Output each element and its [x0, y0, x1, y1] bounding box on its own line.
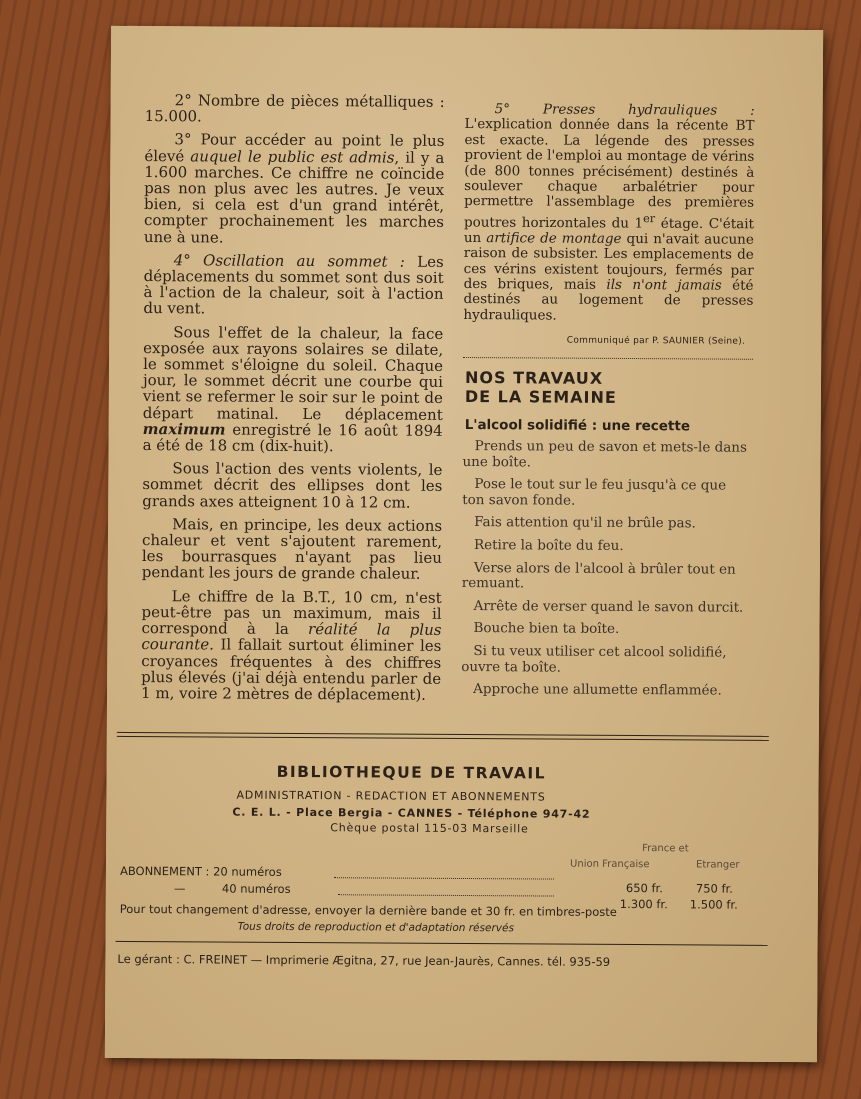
footer-address-line: C. E. L. - Place Bergia - CANNES - Téléphone 947-42 — [232, 805, 591, 821]
recipe-steps — [461, 439, 753, 699]
recipe-step: Prends un peu de savon et mets-le dans une boîte. — [462, 438, 747, 471]
recipe-step: Arrête de verser quand le savon durcit. — [473, 597, 744, 616]
subscription-label: ABONNEMENT : — [119, 863, 210, 879]
left-column — [141, 92, 445, 710]
section-title: NOS TRAVAUX DE LA SEMAINE — [464, 367, 617, 407]
footer-rule-bottom — [116, 941, 768, 946]
price-20-foreign: 750 fr. — [695, 881, 733, 896]
recipe-step: Si tu veux utiliser cet alcool solidifié, ouvre ta boîte. — [461, 642, 727, 676]
price-40-foreign: 1.500 fr. — [689, 897, 738, 912]
recipe-title: L'alcool solidifié : une recette — [464, 416, 691, 434]
subscription-row-40: — 40 numéros — [173, 881, 291, 896]
price-40-france: 1.300 fr. — [619, 896, 668, 912]
price-header-france-1: France et — [642, 843, 689, 855]
dot-leader — [334, 877, 554, 879]
price-header-france-2: Union Française — [570, 858, 650, 871]
paragraph-heat: Sous l'effet de la chaleur, la face exposée aux rayons solaires se dilate, le sommet s'éloigne du soleil. Chaque jour, le sommet décrit une courbe qui vient se refermer le soir sur le point de départ matinal. Le déplacement maximum enregistré le 16 août 1894 a été de 18 cm (dix-huit). — [142, 322, 444, 456]
subscription-20-label: 20 numéros — [213, 864, 282, 879]
document-page — [105, 26, 823, 1062]
recipe-step: Bouche bien ta boîte. — [473, 620, 620, 638]
recipe-step: Retire la boîte du feu. — [473, 537, 624, 554]
recipe-step: Fais attention qu'il ne brûle pas. — [474, 514, 696, 532]
price-header-foreign: Etranger — [696, 859, 740, 871]
dotted-divider — [463, 357, 753, 360]
paragraph-principle: Mais, en principe, les deux actions chaleur et vent s'ajoutent rarement, les bourrasques n'ayant pas lieu pendant les jours de grande chaleur. — [141, 515, 443, 584]
dot-leader — [338, 894, 554, 896]
recipe-step: Approche une allumette enflammée. — [473, 681, 722, 699]
footer-rule-top-inner — [117, 736, 769, 741]
recipe-step: Pose le tout sur le feu jusqu'à ce que ton savon fonde. — [462, 476, 727, 509]
subscription-row-20 — [120, 864, 282, 879]
footer-title: BIBLIOTHEQUE DE TRAVAIL — [276, 762, 547, 783]
paragraph-item-2: 2° Nombre de pièces métalliques : 15.000. — [144, 91, 445, 126]
subscription-40-label: 40 numéros — [221, 881, 291, 896]
paragraph-item-4: 4° Oscillation au sommet : Les déplacements du sommet sont dus soit à l'action de la chaleur, soit à l'action du vent. — [143, 251, 444, 318]
rights-note: Tous droits de reproduction et d'adaptation réservés — [237, 920, 514, 935]
right-column — [461, 102, 755, 706]
gerant-line: Le gérant : C. FREINET — Imprimerie Ægitna, 27, rue Jean-Jaurès, Cannes. tél. 935-59 — [117, 951, 611, 969]
footer-admin-line: ADMINISTRATION - REDACTION ET ABONNEMENTS — [236, 788, 546, 804]
change-address-note: Pour tout changement d'adresse, envoyer la dernière bande et 30 fr. en timbres-poste — [119, 901, 617, 919]
paragraph-bt-figure: Le chiffre de la B.T., 10 cm, n'est peut-être pas un maximum, mais il correspond à la réalité la plus courante. Il fallait surtout éliminer les croyances fréquentes à des chiffres plus élevés (j'ai déjà entendu parler de 1 m, voire 2 mètres de déplacement). — [141, 586, 442, 704]
footer-cheque-line: Chèque postal 115-03 Marseille — [330, 821, 529, 836]
paragraph-item-5: 5° Presses hydrauliques : L'explication donnée dans la récente BT est exacte. La légende des presses provient de l'emploi au montage de vérins (de 800 tonnes précisément) destinés à soulever chaque arbalétrier pour permettre l'assemblage des premières poutres horizontales du 1er étage. C'était un artifice de montage qui n'avait aucune raison de subsister. Les emplacements de ces vérins existent toujours, fermés par des briques, mais ils n'ont jamais été destinés au logement de presses hydrauliques. — [463, 101, 755, 324]
credit-line: Communiqué par P. SAUNIER (Seine). — [566, 335, 746, 347]
price-20-france: 650 fr. — [625, 880, 663, 896]
paragraph-item-3: 3° Pour accéder au point le plus élevé auquel le public est admis, il y a 1.600 marches. Ce chiffre ne coïncide pas non plus avec les autres. Je veux bien, si cela est d'un grand intérêt, compter prochainement les marches une à une. — [143, 130, 445, 247]
paragraph-wind: Sous l'action des vents violents, le sommet décrit des ellipses dont les grands axes atteignent 10 à 12 cm. — [142, 459, 443, 512]
recipe-step: Verse alors de l'alcool à brûler tout en remuant. — [461, 559, 736, 592]
